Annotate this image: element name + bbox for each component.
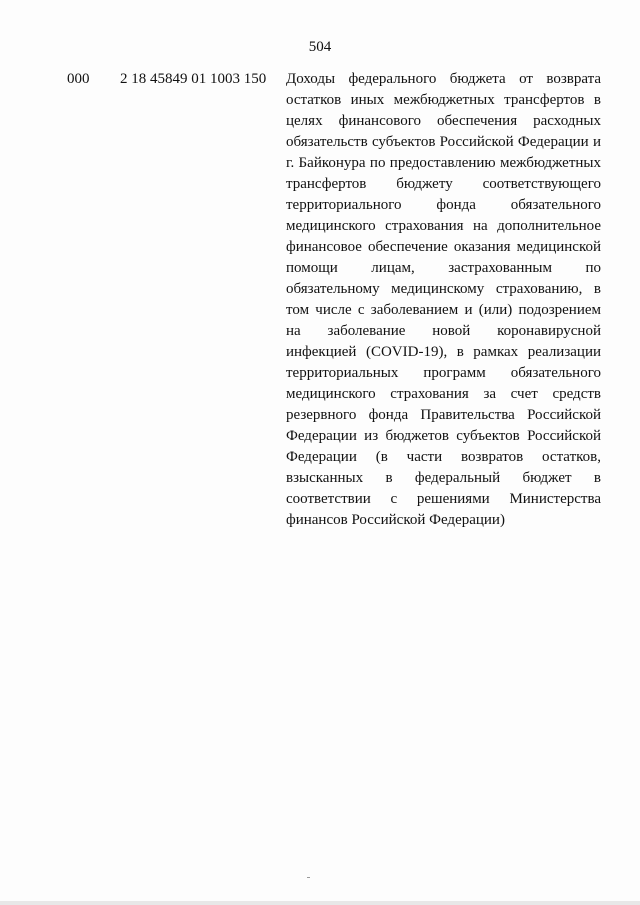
income-description: Доходы федерального бюджета от возврата остатков иных межбюджетных трансфертов в целях финансового обеспечения расходных обязательств субъектов Российской Федерации и г. Байконура по предоставлению межбюджетных трансфертов бюджету соответствующего территориального фонда обязательного медицинского страхования на дополнительное финансовое обеспечение оказания медицинской помощи лицам, застрахованным по обязательному медицинскому страхованию, в том числе с заболеванием и (или) подозрением на заболевание новой коронавирусной инфекцией (COVID-19), в рамках реализации территориальных программ обязательного медицинского страхования за счет средств резервного фонда Правительства Российской Федерации из бюджетов субъектов Российской Федерации (в части возвратов остатков, взысканных в федеральный бюджет в соответствии с решениями Министерства финансов Российской Федерации): [286, 71, 601, 528]
scan-edge: [0, 901, 640, 905]
scan-speck: [307, 877, 310, 878]
page-number: 504: [308, 39, 332, 55]
admin-code: 000: [67, 71, 90, 87]
budget-classification-code: 2 18 45849 01 1003 150: [120, 71, 267, 87]
